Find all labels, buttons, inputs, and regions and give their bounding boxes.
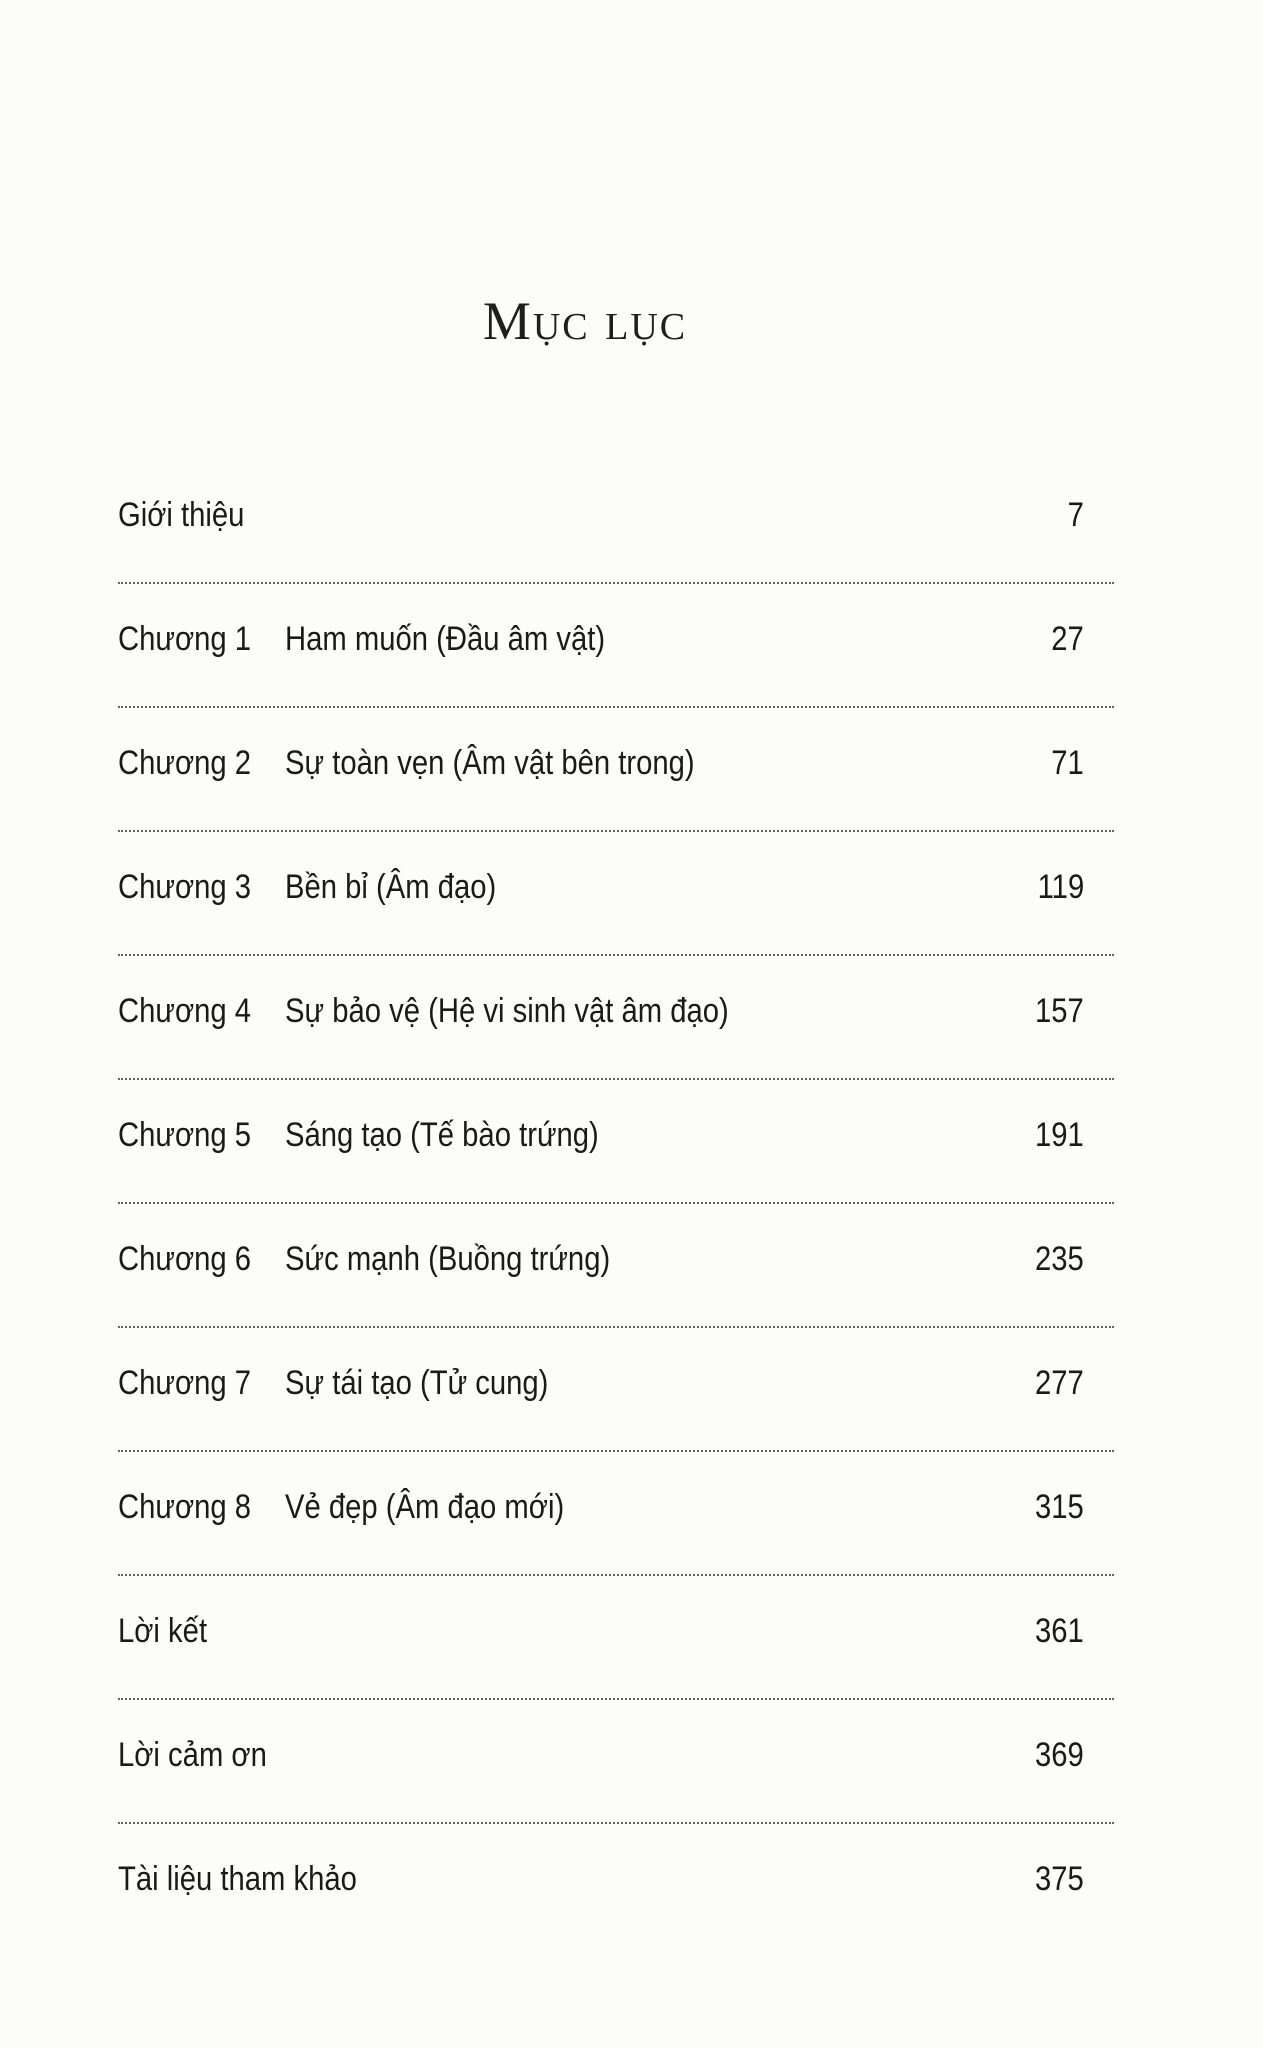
toc-entry-chapter-6 bbox=[118, 1204, 1114, 1328]
toc-page-number: 375 bbox=[1035, 1860, 1084, 1898]
toc-page-number: 157 bbox=[1035, 992, 1084, 1030]
toc-entry-epilogue bbox=[118, 1576, 1114, 1700]
toc-chapter-label: Chương 1 bbox=[118, 620, 252, 658]
toc-entry-chapter-8 bbox=[118, 1452, 1114, 1576]
toc-entry-references bbox=[118, 1824, 1114, 1948]
toc-entry-chapter-3 bbox=[118, 832, 1114, 956]
toc-entry-title: Lời kết bbox=[118, 1612, 208, 1650]
toc-entry-chapter-7 bbox=[118, 1328, 1114, 1452]
toc-entry-title: Vẻ đẹp (Âm đạo mới) bbox=[285, 1488, 565, 1526]
toc-entry-title: Sự bảo vệ (Hệ vi sinh vật âm đạo) bbox=[285, 992, 729, 1030]
toc-page-number: 369 bbox=[1035, 1736, 1084, 1774]
toc-page-number: 315 bbox=[1035, 1488, 1084, 1526]
toc-entry-chapter-2 bbox=[118, 708, 1114, 832]
toc-entry-title: Sức mạnh (Buồng trứng) bbox=[285, 1240, 611, 1278]
toc-entry-title: Sáng tạo (Tế bào trứng) bbox=[285, 1116, 599, 1154]
toc-entry-title: Bền bỉ (Âm đạo) bbox=[285, 868, 497, 906]
page-title: Mục lục bbox=[482, 291, 688, 351]
toc-entry-chapter-5 bbox=[118, 1080, 1114, 1204]
table-of-contents bbox=[118, 460, 1114, 1948]
toc-page-number: 361 bbox=[1035, 1612, 1084, 1650]
toc-entry-intro bbox=[118, 460, 1114, 584]
toc-entry-title: Tài liệu tham khảo bbox=[118, 1860, 357, 1898]
toc-entry-title: Lời cảm ơn bbox=[118, 1736, 267, 1774]
toc-page-number: 277 bbox=[1035, 1364, 1084, 1402]
toc-page-number: 191 bbox=[1035, 1116, 1084, 1154]
toc-entry-title: Giới thiệu bbox=[118, 496, 245, 534]
toc-chapter-label: Chương 8 bbox=[118, 1488, 252, 1526]
toc-chapter-label: Chương 4 bbox=[118, 992, 252, 1030]
toc-page-number: 27 bbox=[1051, 620, 1084, 658]
toc-entry-acknowledgements bbox=[118, 1700, 1114, 1824]
toc-chapter-label: Chương 2 bbox=[118, 744, 252, 782]
toc-page-number: 235 bbox=[1035, 1240, 1084, 1278]
toc-chapter-label: Chương 7 bbox=[118, 1364, 252, 1402]
toc-entry-title: Sự toàn vẹn (Âm vật bên trong) bbox=[285, 744, 695, 782]
toc-page-number: 71 bbox=[1051, 744, 1084, 782]
toc-chapter-label: Chương 3 bbox=[118, 868, 252, 906]
toc-page-number: 7 bbox=[1067, 496, 1084, 534]
toc-entry-title: Ham muốn (Đầu âm vật) bbox=[285, 620, 606, 658]
toc-entry-chapter-4 bbox=[118, 956, 1114, 1080]
toc-chapter-label: Chương 5 bbox=[118, 1116, 252, 1154]
toc-entry-title: Sự tái tạo (Tử cung) bbox=[285, 1364, 549, 1402]
toc-entry-chapter-1 bbox=[118, 584, 1114, 708]
toc-page-number: 119 bbox=[1037, 868, 1084, 906]
toc-chapter-label: Chương 6 bbox=[118, 1240, 252, 1278]
